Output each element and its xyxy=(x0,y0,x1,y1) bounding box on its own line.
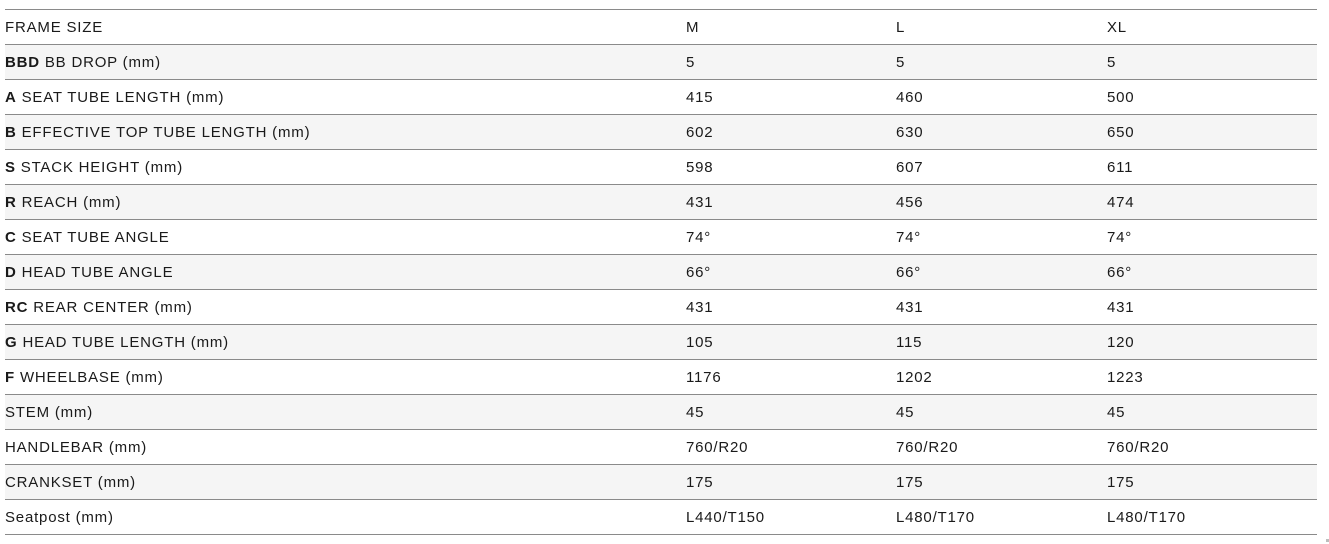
row-label xyxy=(5,229,686,246)
value-m: 105 xyxy=(686,333,714,351)
value-xl: 45 xyxy=(1107,403,1126,421)
frame-size-header: FRAME SIZE xyxy=(5,18,104,36)
row-label-text: Seatpost (mm) xyxy=(5,508,114,526)
value-l: 630 xyxy=(896,123,924,141)
value-m: 74° xyxy=(686,228,712,246)
row-code: F xyxy=(5,368,15,386)
row-label xyxy=(5,334,686,351)
value-m: 415 xyxy=(686,88,714,106)
value-xl: 650 xyxy=(1107,123,1135,141)
value-l: 460 xyxy=(896,88,924,106)
row-label-text: STEM (mm) xyxy=(5,403,94,421)
row-label-text: REAR CENTER (mm) xyxy=(33,298,193,316)
row-label xyxy=(5,124,686,141)
row-label-text: REACH (mm) xyxy=(21,193,122,211)
row-label-text: HEAD TUBE LENGTH (mm) xyxy=(22,333,229,351)
value-xl: 474 xyxy=(1107,193,1135,211)
value-m: 760/R20 xyxy=(686,438,749,456)
table-row xyxy=(5,220,1317,255)
row-code: B xyxy=(5,123,17,141)
value-xl: 175 xyxy=(1107,473,1135,491)
table-row xyxy=(5,255,1317,290)
value-l: 66° xyxy=(896,263,922,281)
value-m: 66° xyxy=(686,263,712,281)
value-l: L480/T170 xyxy=(896,508,975,526)
row-code: A xyxy=(5,88,17,106)
row-code: BBD xyxy=(5,53,40,71)
value-l: 45 xyxy=(896,403,915,421)
value-l: 115 xyxy=(896,333,923,351)
value-xl: 120 xyxy=(1107,333,1135,351)
value-xl: 431 xyxy=(1107,298,1135,316)
value-m: L440/T150 xyxy=(686,508,765,526)
value-l: 456 xyxy=(896,193,924,211)
value-l: 74° xyxy=(896,228,922,246)
row-label xyxy=(5,509,686,526)
size-header-m: M xyxy=(686,18,700,36)
value-xl: L480/T170 xyxy=(1107,508,1186,526)
value-l: 431 xyxy=(896,298,924,316)
geometry-table xyxy=(5,9,1317,535)
row-label xyxy=(5,264,686,281)
row-label-text: SEAT TUBE LENGTH (mm) xyxy=(21,88,225,106)
row-label xyxy=(5,474,686,491)
row-label xyxy=(5,299,686,316)
value-m: 175 xyxy=(686,473,714,491)
value-xl: 66° xyxy=(1107,263,1133,281)
row-label xyxy=(5,159,686,176)
value-m: 431 xyxy=(686,193,714,211)
row-label xyxy=(5,194,686,211)
row-label xyxy=(5,369,686,386)
value-l: 1202 xyxy=(896,368,933,386)
size-header-l: L xyxy=(896,18,906,36)
table-row xyxy=(5,80,1317,115)
value-xl: 5 xyxy=(1107,53,1117,71)
table-row xyxy=(5,465,1317,500)
row-code: S xyxy=(5,158,16,176)
value-m: 431 xyxy=(686,298,714,316)
value-m: 5 xyxy=(686,53,696,71)
row-label xyxy=(5,89,686,106)
table-row xyxy=(5,45,1317,80)
table-row xyxy=(5,115,1317,150)
value-m: 598 xyxy=(686,158,714,176)
row-label-text: BB DROP (mm) xyxy=(44,53,161,71)
table-row xyxy=(5,185,1317,220)
row-code: R xyxy=(5,193,17,211)
value-m: 1176 xyxy=(686,368,722,386)
value-l: 5 xyxy=(896,53,906,71)
row-label-text: CRANKSET (mm) xyxy=(5,473,136,491)
value-xl: 500 xyxy=(1107,88,1135,106)
row-label xyxy=(5,54,686,71)
value-l: 760/R20 xyxy=(896,438,959,456)
row-code: RC xyxy=(5,298,29,316)
value-xl: 611 xyxy=(1107,158,1134,176)
value-xl: 74° xyxy=(1107,228,1133,246)
value-m: 45 xyxy=(686,403,705,421)
value-m: 602 xyxy=(686,123,714,141)
table-row xyxy=(5,360,1317,395)
table-row xyxy=(5,395,1317,430)
size-header-xl: XL xyxy=(1107,18,1127,36)
row-label xyxy=(5,439,686,456)
value-l: 607 xyxy=(896,158,924,176)
table-row xyxy=(5,290,1317,325)
table-body xyxy=(5,45,1317,535)
table-row xyxy=(5,430,1317,465)
row-label-text: STACK HEIGHT (mm) xyxy=(20,158,183,176)
row-label xyxy=(5,404,686,421)
row-label-text: HANDLEBAR (mm) xyxy=(5,438,148,456)
row-code: D xyxy=(5,263,17,281)
table-header-row xyxy=(5,10,1317,45)
row-label-text: EFFECTIVE TOP TUBE LENGTH (mm) xyxy=(21,123,311,141)
table-row xyxy=(5,325,1317,360)
value-l: 175 xyxy=(896,473,924,491)
row-label-text: SEAT TUBE ANGLE xyxy=(21,228,170,246)
table-row xyxy=(5,500,1317,535)
row-code: C xyxy=(5,228,17,246)
value-xl: 1223 xyxy=(1107,368,1144,386)
row-label-text: WHEELBASE (mm) xyxy=(19,368,164,386)
row-label-text: HEAD TUBE ANGLE xyxy=(21,263,174,281)
value-xl: 760/R20 xyxy=(1107,438,1170,456)
table-row xyxy=(5,150,1317,185)
row-code: G xyxy=(5,333,18,351)
